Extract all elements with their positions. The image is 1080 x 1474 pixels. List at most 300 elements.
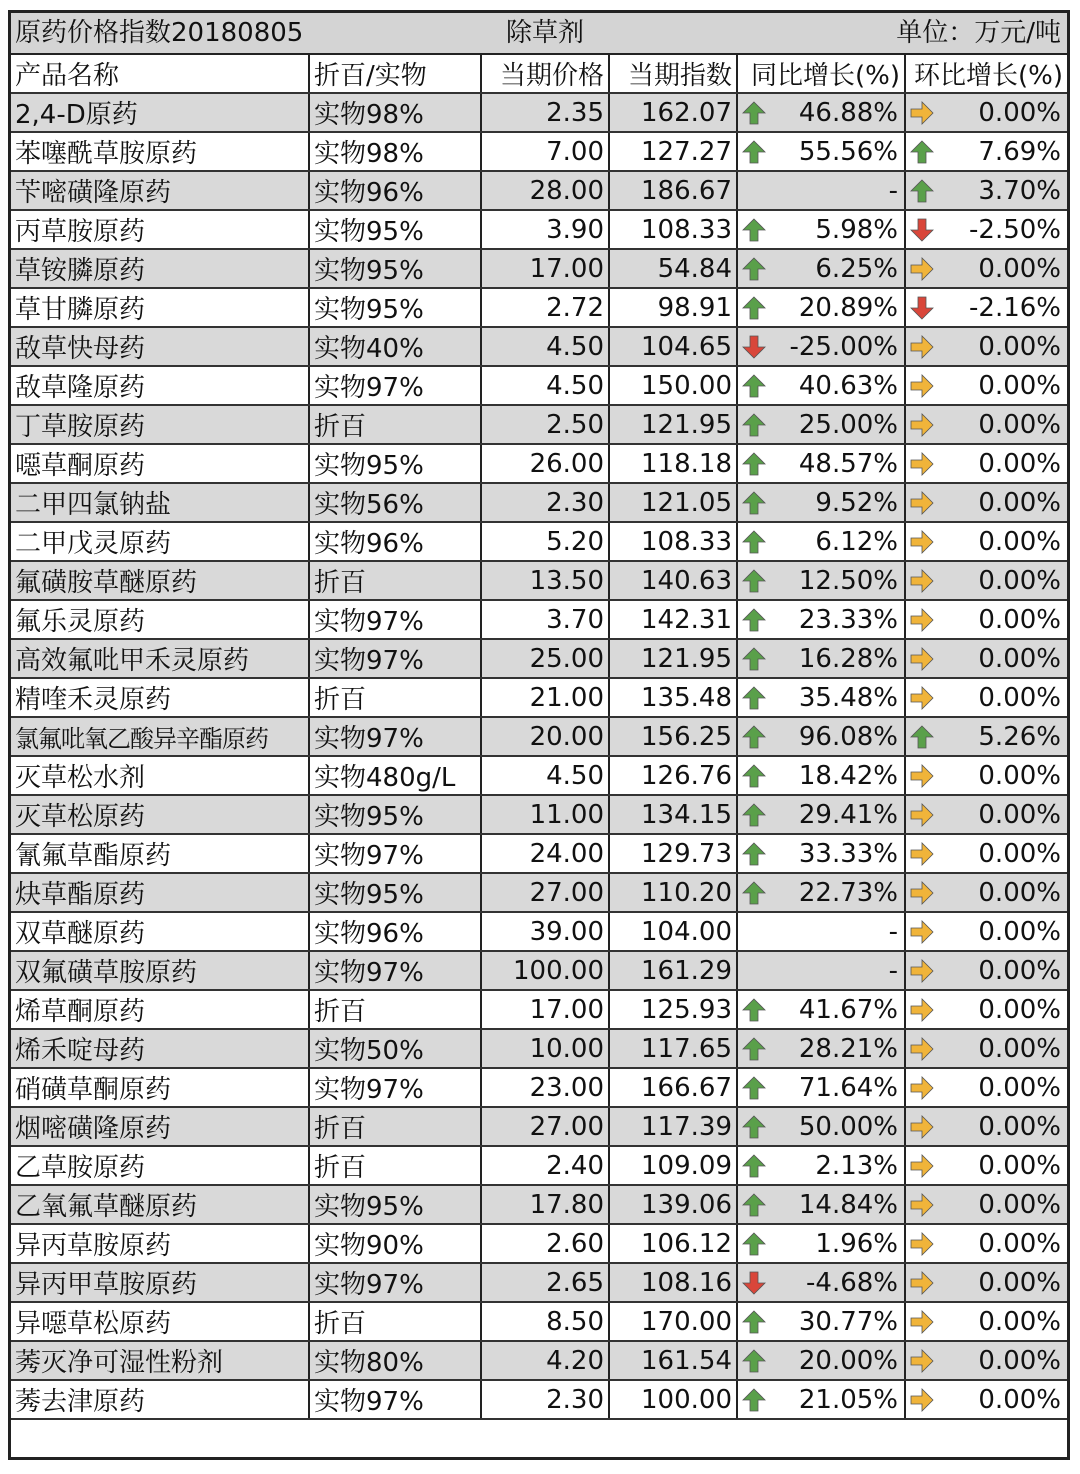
yoy-cell — [737, 834, 905, 873]
right-arrow-icon — [910, 452, 934, 476]
yoy-cell-value: 35.48% — [798, 683, 898, 713]
basis-cell: 折百 — [309, 678, 481, 717]
right-arrow-icon — [910, 764, 934, 788]
table-row — [11, 1341, 1067, 1380]
up-arrow-icon — [742, 140, 766, 164]
up-arrow-icon — [742, 647, 766, 671]
mom-cell-value: 0.00% — [978, 449, 1061, 479]
price-cell: 3.90 — [481, 210, 609, 249]
yoy-cell-value: 20.00% — [798, 1346, 898, 1376]
basis-cell: 实物97% — [309, 366, 481, 405]
right-arrow-icon — [910, 374, 934, 398]
basis-cell: 实物95% — [309, 210, 481, 249]
product-name-cell: 双草醚原药 — [11, 912, 309, 951]
table-row — [11, 132, 1067, 171]
sheet-title: 原药价格指数20180805 — [15, 18, 304, 48]
basis-cell: 折百 — [309, 990, 481, 1029]
yoy-cell — [737, 210, 905, 249]
table-row — [11, 951, 1067, 990]
table-row — [11, 1146, 1067, 1185]
yoy-cell — [737, 756, 905, 795]
yoy-cell — [737, 717, 905, 756]
header-product-name: 产品名称 — [11, 55, 309, 93]
mom-cell — [905, 327, 1067, 366]
up-arrow-icon — [910, 140, 934, 164]
up-arrow-icon — [910, 179, 934, 203]
product-name-cell: 氰氟草酯原药 — [11, 834, 309, 873]
price-cell: 2.30 — [481, 483, 609, 522]
header-index: 当期指数 — [609, 55, 737, 93]
product-name-cell: 二甲四氯钠盐 — [11, 483, 309, 522]
table-row — [11, 210, 1067, 249]
yoy-cell — [737, 366, 905, 405]
yoy-cell-value: 16.28% — [798, 644, 898, 674]
basis-cell: 折百 — [309, 1146, 481, 1185]
index-cell: 98.91 — [609, 288, 737, 327]
price-cell: 26.00 — [481, 444, 609, 483]
header-price: 当期价格 — [481, 55, 609, 93]
yoy-cell-value: -25.00% — [789, 332, 898, 362]
table-row — [11, 717, 1067, 756]
category-title: 除草剂 — [506, 18, 585, 48]
product-name-cell: 双氟磺草胺原药 — [11, 951, 309, 990]
mom-cell-value: -2.50% — [969, 215, 1061, 245]
right-arrow-icon — [910, 491, 934, 515]
unit-label: 单位：万元/吨 — [896, 18, 1061, 48]
index-cell: 140.63 — [609, 561, 737, 600]
up-arrow-icon — [742, 1154, 766, 1178]
product-name-cell: 乙氧氟草醚原药 — [11, 1185, 309, 1224]
down-arrow-icon — [742, 1271, 766, 1295]
index-cell: 106.12 — [609, 1224, 737, 1263]
yoy-cell — [737, 93, 905, 132]
index-cell: 126.76 — [609, 756, 737, 795]
index-cell: 150.00 — [609, 366, 737, 405]
yoy-cell-value: 2.13% — [815, 1151, 898, 1181]
basis-cell: 实物97% — [309, 1263, 481, 1302]
mom-cell-value: 0.00% — [978, 917, 1061, 947]
table-row — [11, 600, 1067, 639]
yoy-cell — [737, 249, 905, 288]
table-row — [11, 795, 1067, 834]
right-arrow-icon — [910, 413, 934, 437]
header-basis: 折百/实物 — [309, 55, 481, 93]
price-cell: 2.40 — [481, 1146, 609, 1185]
mom-cell-value: 0.00% — [978, 1307, 1061, 1337]
index-cell: 139.06 — [609, 1185, 737, 1224]
product-name-cell: 2,4-D原药 — [11, 93, 309, 132]
price-cell: 28.00 — [481, 171, 609, 210]
mom-cell — [905, 1380, 1067, 1419]
right-arrow-icon — [910, 530, 934, 554]
index-cell: 100.00 — [609, 1380, 737, 1419]
up-arrow-icon — [742, 1037, 766, 1061]
table-row — [11, 873, 1067, 912]
yoy-cell-value: 71.64% — [798, 1073, 898, 1103]
yoy-cell — [737, 1263, 905, 1302]
index-cell: 125.93 — [609, 990, 737, 1029]
index-cell: 117.65 — [609, 1029, 737, 1068]
header-mom: 环比增长(%) — [905, 55, 1067, 93]
mom-cell — [905, 1263, 1067, 1302]
yoy-cell-value: - — [888, 176, 898, 206]
table-row — [11, 912, 1067, 951]
mom-cell — [905, 132, 1067, 171]
basis-cell: 实物50% — [309, 1029, 481, 1068]
product-name-cell: 敌草隆原药 — [11, 366, 309, 405]
right-arrow-icon — [910, 803, 934, 827]
price-cell: 27.00 — [481, 1107, 609, 1146]
mom-cell — [905, 834, 1067, 873]
basis-cell: 实物95% — [309, 444, 481, 483]
up-arrow-icon — [742, 1388, 766, 1412]
right-arrow-icon — [910, 257, 934, 281]
mom-cell-value: 0.00% — [978, 98, 1061, 128]
yoy-cell-value: 46.88% — [798, 98, 898, 128]
mom-cell-value: 0.00% — [978, 488, 1061, 518]
basis-cell: 实物90% — [309, 1224, 481, 1263]
mom-cell — [905, 756, 1067, 795]
mom-cell — [905, 912, 1067, 951]
yoy-cell-value: 48.57% — [798, 449, 898, 479]
basis-cell: 实物96% — [309, 522, 481, 561]
table-row — [11, 171, 1067, 210]
mom-cell — [905, 1302, 1067, 1341]
up-arrow-icon — [742, 491, 766, 515]
price-cell: 2.30 — [481, 1380, 609, 1419]
basis-cell: 实物95% — [309, 873, 481, 912]
up-arrow-icon — [742, 296, 766, 320]
table-row — [11, 249, 1067, 288]
mom-cell — [905, 366, 1067, 405]
index-cell: 170.00 — [609, 1302, 737, 1341]
mom-cell-value: 0.00% — [978, 1112, 1061, 1142]
yoy-cell-value: 6.12% — [815, 527, 898, 557]
basis-cell: 实物97% — [309, 951, 481, 990]
right-arrow-icon — [910, 1271, 934, 1295]
yoy-cell — [737, 1302, 905, 1341]
price-cell: 10.00 — [481, 1029, 609, 1068]
mom-cell — [905, 1107, 1067, 1146]
table-row — [11, 1107, 1067, 1146]
right-arrow-icon — [910, 335, 934, 359]
basis-cell: 实物480g/L — [309, 756, 481, 795]
mom-cell-value: 0.00% — [978, 1229, 1061, 1259]
price-cell: 4.50 — [481, 756, 609, 795]
mom-cell — [905, 249, 1067, 288]
right-arrow-icon — [910, 842, 934, 866]
table-row — [11, 366, 1067, 405]
up-arrow-icon — [742, 1310, 766, 1334]
up-arrow-icon — [742, 1115, 766, 1139]
table-row — [11, 756, 1067, 795]
basis-cell: 折百 — [309, 1302, 481, 1341]
product-name-cell: 异丙甲草胺原药 — [11, 1263, 309, 1302]
mom-cell — [905, 1224, 1067, 1263]
yoy-cell — [737, 1068, 905, 1107]
price-cell: 23.00 — [481, 1068, 609, 1107]
product-name-cell: 烟嘧磺隆原药 — [11, 1107, 309, 1146]
yoy-cell — [737, 1380, 905, 1419]
yoy-cell — [737, 171, 905, 210]
basis-cell: 实物95% — [309, 1185, 481, 1224]
yoy-cell — [737, 288, 905, 327]
basis-cell: 实物96% — [309, 171, 481, 210]
right-arrow-icon — [910, 1076, 934, 1100]
up-arrow-icon — [742, 218, 766, 242]
product-name-cell: 硝磺草酮原药 — [11, 1068, 309, 1107]
product-name-cell: 莠灭净可湿性粉剂 — [11, 1341, 309, 1380]
mom-cell-value: 7.69% — [978, 137, 1061, 167]
mom-cell — [905, 483, 1067, 522]
mom-cell-value: 0.00% — [978, 1346, 1061, 1376]
product-name-cell: 灭草松原药 — [11, 795, 309, 834]
index-cell: 166.67 — [609, 1068, 737, 1107]
up-arrow-icon — [742, 686, 766, 710]
table-row — [11, 1068, 1067, 1107]
mom-cell — [905, 171, 1067, 210]
yoy-cell-value: 40.63% — [798, 371, 898, 401]
mom-cell-value: 0.00% — [978, 1190, 1061, 1220]
yoy-cell — [737, 795, 905, 834]
yoy-cell — [737, 639, 905, 678]
right-arrow-icon — [910, 1193, 934, 1217]
basis-cell: 实物97% — [309, 1068, 481, 1107]
yoy-cell-value: - — [888, 956, 898, 986]
basis-cell: 折百 — [309, 561, 481, 600]
yoy-cell — [737, 1185, 905, 1224]
yoy-cell-value: 55.56% — [798, 137, 898, 167]
up-arrow-icon — [742, 1076, 766, 1100]
product-name-cell: 乙草胺原药 — [11, 1146, 309, 1185]
yoy-cell-value: 50.00% — [798, 1112, 898, 1142]
table-row — [11, 93, 1067, 132]
yoy-cell — [737, 678, 905, 717]
yoy-cell — [737, 1107, 905, 1146]
table-row — [11, 483, 1067, 522]
product-name-cell: 烯禾啶母药 — [11, 1029, 309, 1068]
mom-cell — [905, 678, 1067, 717]
up-arrow-icon — [742, 998, 766, 1022]
yoy-cell — [737, 483, 905, 522]
table-row — [11, 561, 1067, 600]
mom-cell — [905, 1068, 1067, 1107]
mom-cell-value: 0.00% — [978, 1385, 1061, 1415]
yoy-cell — [737, 990, 905, 1029]
index-cell: 117.39 — [609, 1107, 737, 1146]
up-arrow-icon — [742, 803, 766, 827]
price-cell: 25.00 — [481, 639, 609, 678]
yoy-cell — [737, 561, 905, 600]
price-cell: 2.35 — [481, 93, 609, 132]
price-cell: 2.65 — [481, 1263, 609, 1302]
price-cell: 2.60 — [481, 1224, 609, 1263]
yoy-cell-value: 6.25% — [815, 254, 898, 284]
up-arrow-icon — [742, 608, 766, 632]
price-cell: 17.00 — [481, 249, 609, 288]
price-table — [11, 55, 1067, 1420]
yoy-cell-value: 12.50% — [798, 566, 898, 596]
mom-cell-value: 0.00% — [978, 254, 1061, 284]
mom-cell-value: 0.00% — [978, 800, 1061, 830]
yoy-cell — [737, 1146, 905, 1185]
yoy-cell — [737, 132, 905, 171]
mom-cell-value: 0.00% — [978, 956, 1061, 986]
up-arrow-icon — [742, 413, 766, 437]
mom-cell — [905, 717, 1067, 756]
price-cell: 4.50 — [481, 327, 609, 366]
index-cell: 129.73 — [609, 834, 737, 873]
mom-cell — [905, 405, 1067, 444]
product-name-cell: 草甘膦原药 — [11, 288, 309, 327]
up-arrow-icon — [742, 1349, 766, 1373]
yoy-cell-value: - — [888, 917, 898, 947]
index-cell: 109.09 — [609, 1146, 737, 1185]
price-cell: 7.00 — [481, 132, 609, 171]
index-cell: 118.18 — [609, 444, 737, 483]
mom-cell — [905, 1029, 1067, 1068]
right-arrow-icon — [910, 998, 934, 1022]
product-name-cell: 苯噻酰草胺原药 — [11, 132, 309, 171]
table-row — [11, 1029, 1067, 1068]
mom-cell — [905, 444, 1067, 483]
up-arrow-icon — [742, 881, 766, 905]
yoy-cell — [737, 444, 905, 483]
yoy-cell-value: 18.42% — [798, 761, 898, 791]
product-name-cell: 精喹禾灵原药 — [11, 678, 309, 717]
table-row — [11, 1380, 1067, 1419]
yoy-cell-value: 96.08% — [798, 722, 898, 752]
mom-cell-value: 0.00% — [978, 839, 1061, 869]
index-cell: 108.16 — [609, 1263, 737, 1302]
mom-cell — [905, 93, 1067, 132]
price-cell: 27.00 — [481, 873, 609, 912]
yoy-cell — [737, 600, 905, 639]
basis-cell: 实物80% — [309, 1341, 481, 1380]
right-arrow-icon — [910, 608, 934, 632]
basis-cell: 实物95% — [309, 288, 481, 327]
price-cell: 4.20 — [481, 1341, 609, 1380]
mom-cell-value: 0.00% — [978, 683, 1061, 713]
table-row — [11, 288, 1067, 327]
down-arrow-icon — [910, 218, 934, 242]
yoy-cell-value: 14.84% — [798, 1190, 898, 1220]
product-name-cell: 炔草酯原药 — [11, 873, 309, 912]
index-cell: 156.25 — [609, 717, 737, 756]
index-cell: 104.00 — [609, 912, 737, 951]
index-cell: 108.33 — [609, 210, 737, 249]
down-arrow-icon — [910, 296, 934, 320]
yoy-cell — [737, 522, 905, 561]
basis-cell: 实物98% — [309, 93, 481, 132]
product-name-cell: 氟磺胺草醚原药 — [11, 561, 309, 600]
title-bar — [11, 13, 1067, 55]
up-arrow-icon — [742, 842, 766, 866]
index-cell: 161.54 — [609, 1341, 737, 1380]
product-name-cell: 异噁草松原药 — [11, 1302, 309, 1341]
product-name-cell: 异丙草胺原药 — [11, 1224, 309, 1263]
mom-cell-value: 5.26% — [978, 722, 1061, 752]
table-row — [11, 522, 1067, 561]
mom-cell — [905, 210, 1067, 249]
basis-cell: 实物40% — [309, 327, 481, 366]
up-arrow-icon — [742, 257, 766, 281]
product-name-cell: 氯氟吡氧乙酸异辛酯原药 — [11, 717, 309, 756]
yoy-cell-value: -4.68% — [806, 1268, 898, 1298]
price-cell: 21.00 — [481, 678, 609, 717]
table-row — [11, 1185, 1067, 1224]
right-arrow-icon — [910, 881, 934, 905]
mom-cell-value: 0.00% — [978, 527, 1061, 557]
right-arrow-icon — [910, 1388, 934, 1412]
mom-cell-value: 0.00% — [978, 1151, 1061, 1181]
price-index-sheet — [8, 10, 1070, 1460]
yoy-cell — [737, 951, 905, 990]
basis-cell: 实物96% — [309, 912, 481, 951]
index-cell: 121.05 — [609, 483, 737, 522]
right-arrow-icon — [910, 959, 934, 983]
right-arrow-icon — [910, 569, 934, 593]
up-arrow-icon — [910, 725, 934, 749]
yoy-cell-value: 41.67% — [798, 995, 898, 1025]
mom-cell-value: 0.00% — [978, 995, 1061, 1025]
right-arrow-icon — [910, 920, 934, 944]
price-cell: 8.50 — [481, 1302, 609, 1341]
index-cell: 142.31 — [609, 600, 737, 639]
yoy-cell-value: 33.33% — [798, 839, 898, 869]
yoy-cell-value: 20.89% — [798, 293, 898, 323]
yoy-cell-value: 29.41% — [798, 800, 898, 830]
basis-cell: 实物97% — [309, 600, 481, 639]
mom-cell — [905, 951, 1067, 990]
price-cell: 2.50 — [481, 405, 609, 444]
product-name-cell: 氟乐灵原药 — [11, 600, 309, 639]
mom-cell — [905, 1341, 1067, 1380]
product-name-cell: 二甲戊灵原药 — [11, 522, 309, 561]
price-cell: 13.50 — [481, 561, 609, 600]
price-cell: 24.00 — [481, 834, 609, 873]
mom-cell-value: 0.00% — [978, 1268, 1061, 1298]
mom-cell — [905, 795, 1067, 834]
yoy-cell-value: 25.00% — [798, 410, 898, 440]
up-arrow-icon — [742, 569, 766, 593]
yoy-cell — [737, 1029, 905, 1068]
table-header-row — [11, 55, 1067, 93]
basis-cell: 实物97% — [309, 717, 481, 756]
table-row — [11, 990, 1067, 1029]
header-yoy: 同比增长(%) — [737, 55, 905, 93]
right-arrow-icon — [910, 1154, 934, 1178]
up-arrow-icon — [742, 725, 766, 749]
basis-cell: 实物97% — [309, 639, 481, 678]
basis-cell: 实物95% — [309, 795, 481, 834]
index-cell: 104.65 — [609, 327, 737, 366]
up-arrow-icon — [742, 764, 766, 788]
mom-cell-value: 0.00% — [978, 605, 1061, 635]
mom-cell — [905, 639, 1067, 678]
product-name-cell: 丙草胺原药 — [11, 210, 309, 249]
index-cell: 121.95 — [609, 405, 737, 444]
mom-cell-value: 0.00% — [978, 371, 1061, 401]
yoy-cell-value: 5.98% — [815, 215, 898, 245]
yoy-cell — [737, 327, 905, 366]
yoy-cell — [737, 912, 905, 951]
yoy-cell-value: 1.96% — [815, 1229, 898, 1259]
table-row — [11, 405, 1067, 444]
up-arrow-icon — [742, 452, 766, 476]
right-arrow-icon — [910, 1232, 934, 1256]
right-arrow-icon — [910, 1115, 934, 1139]
